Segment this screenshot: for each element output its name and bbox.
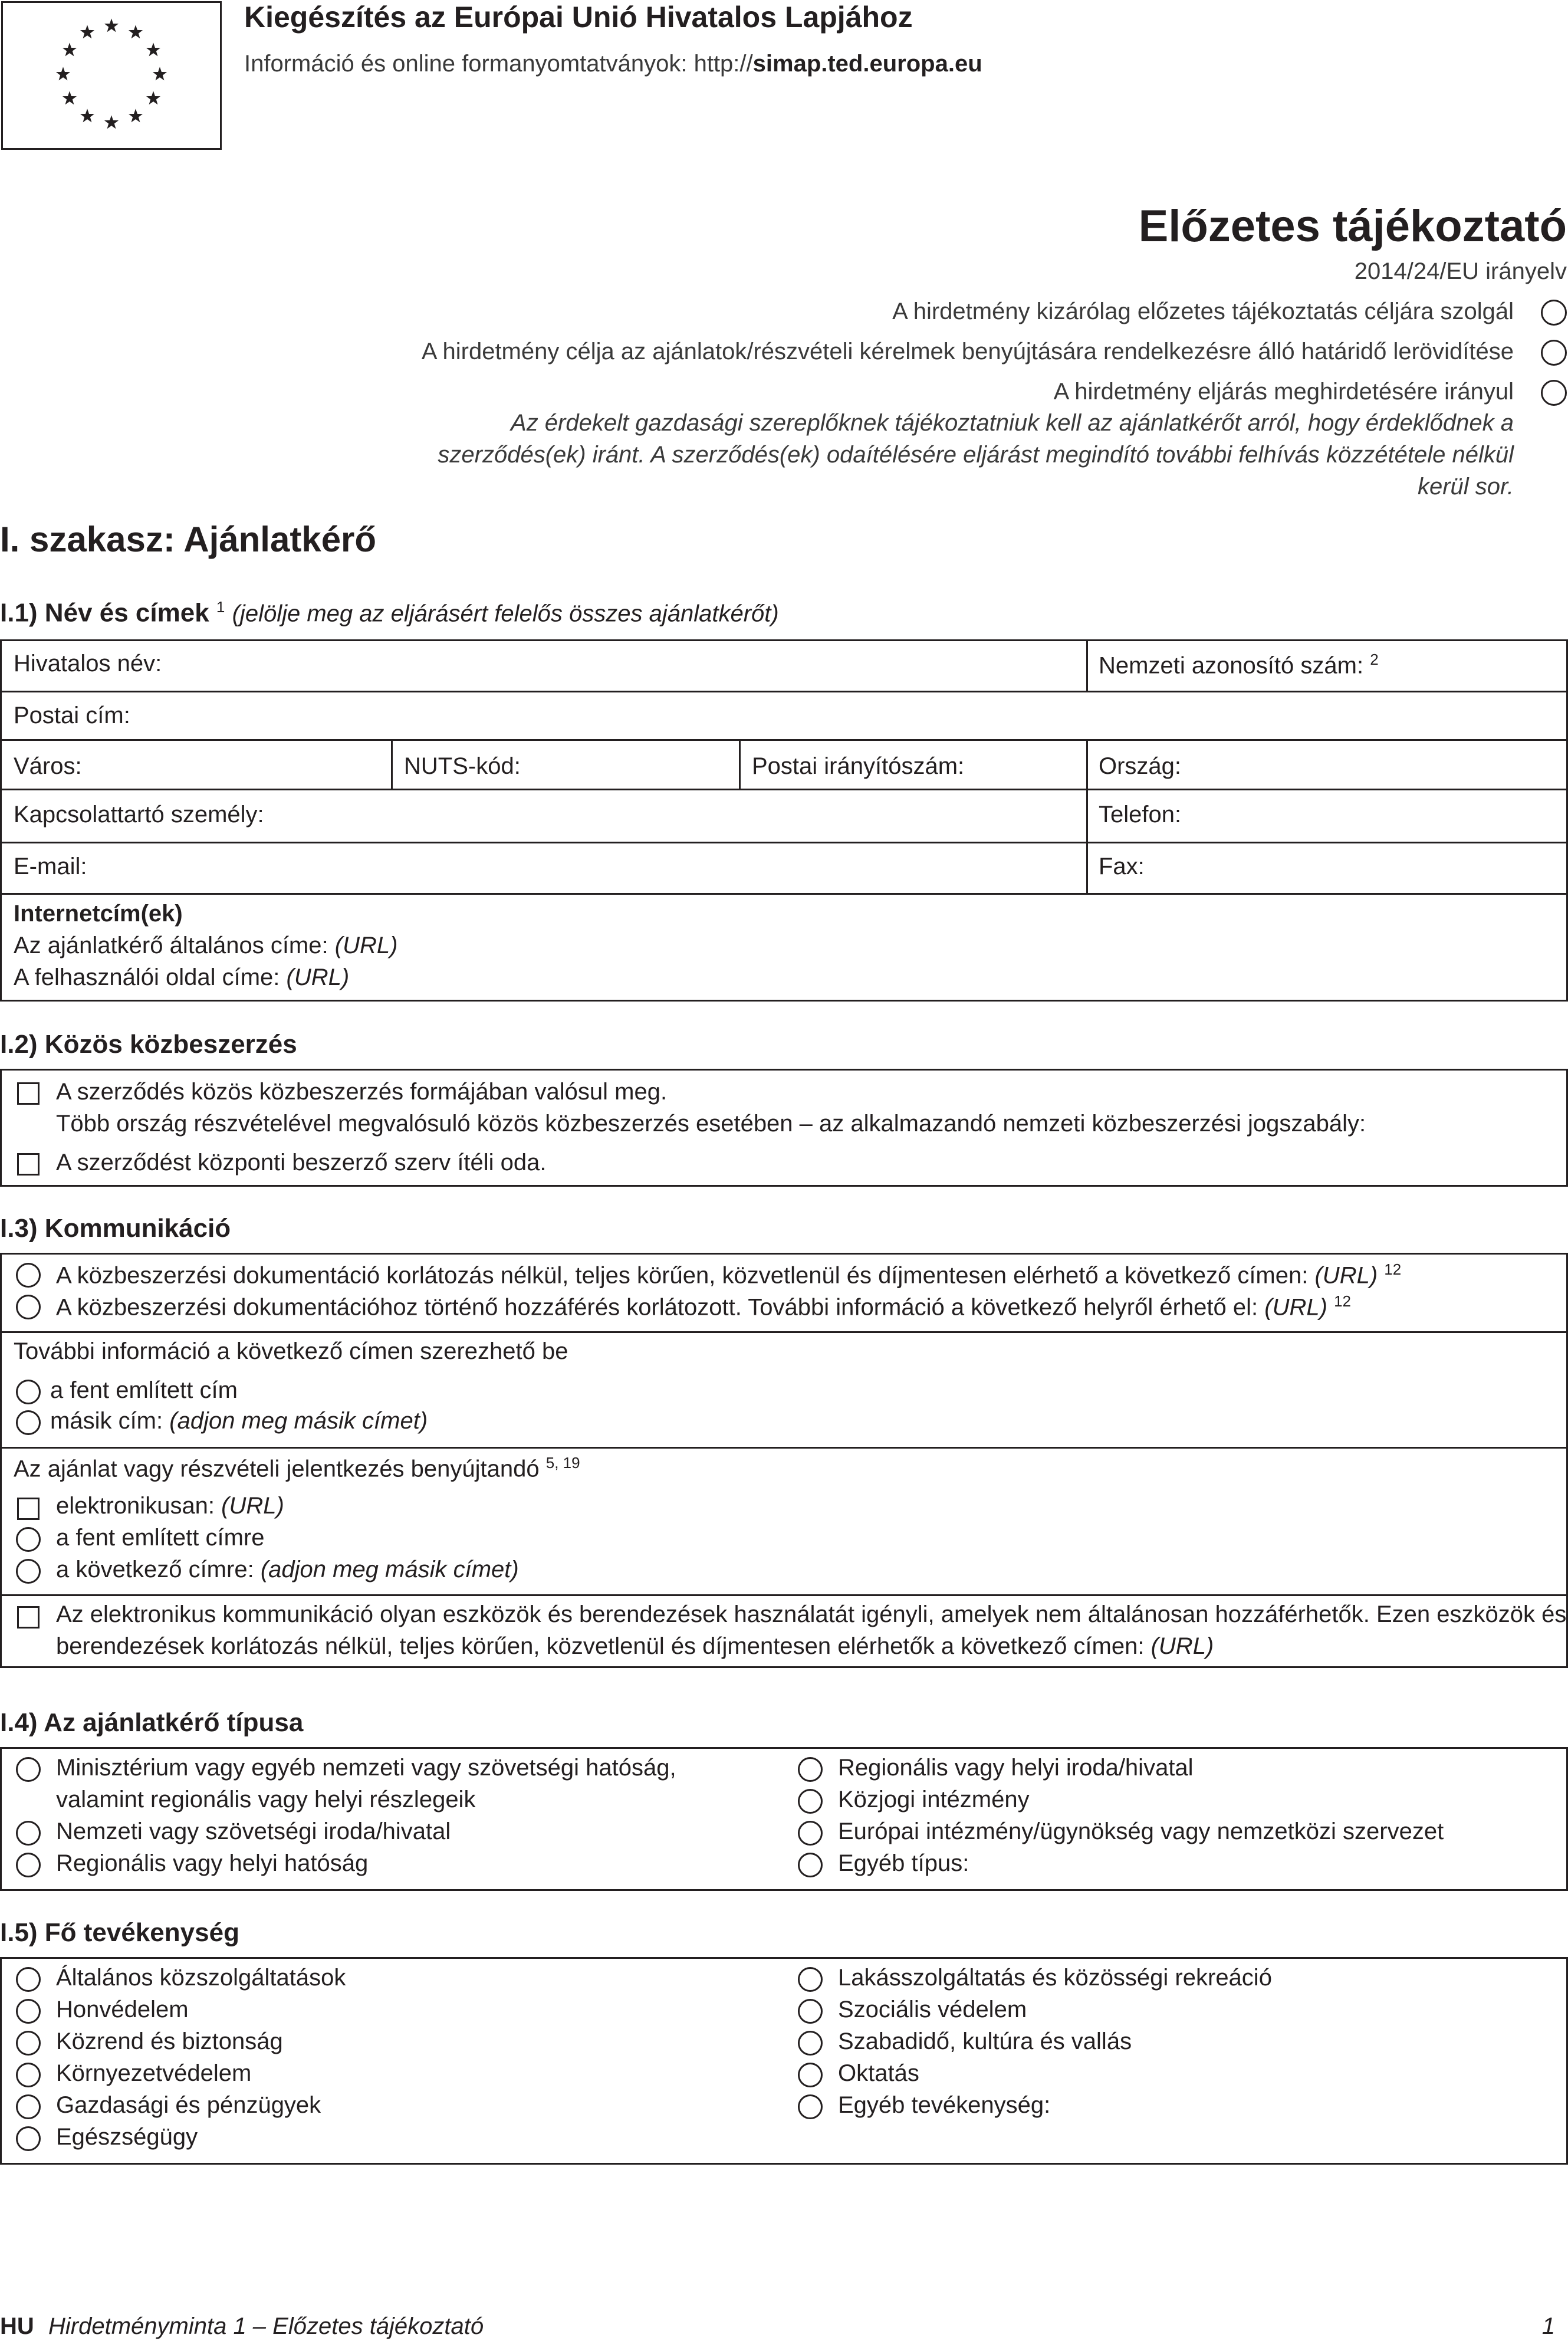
activity-economic-label: Gazdasági és pénzügyek: [56, 2092, 321, 2118]
activity-social-protection-radio[interactable]: [798, 1999, 823, 2024]
activity-other-radio[interactable]: [798, 2094, 823, 2119]
activity-recreation-radio[interactable]: [798, 2031, 823, 2056]
heading-authority-type: I.4) Az ajánlatkérő típusa: [0, 1708, 304, 1737]
eu-star-icon: [104, 18, 119, 32]
special-tools-label-line2: berendezések korlátozás nélkül, teljes körűen, közvetlenül és díjmentesen elérhetők a következő címen: (URL): [56, 1633, 1214, 1659]
names-addresses-form: [0, 639, 1568, 1002]
eu-stars-icon: [3, 3, 220, 148]
type-eu-institution-label: Európai intézmény/ügynökség vagy nemzetközi szervezet: [838, 1818, 1444, 1844]
activity-housing-radio[interactable]: [798, 1967, 823, 1992]
footer-page-number: 1: [1541, 2313, 1555, 2339]
option-shorten-deadline-radio[interactable]: [1541, 340, 1567, 366]
eu-star-icon: [56, 67, 70, 80]
type-regional-authority-label: Regionális vagy helyi hatóság: [56, 1850, 369, 1876]
submit-other-label: a következő címre: (adjon meg másik címet): [56, 1557, 519, 1582]
docs-unrestricted-radio[interactable]: [16, 1263, 41, 1288]
city-field[interactable]: Város:: [14, 753, 82, 779]
activity-education-radio[interactable]: [798, 2063, 823, 2087]
notice-title: Előzetes tájékoztató: [1138, 201, 1567, 251]
fax-field[interactable]: Fax:: [1099, 853, 1145, 879]
footer-form-name: Hirdetményminta 1 – Előzetes tájékoztató: [48, 2313, 484, 2339]
activity-education-label: Oktatás: [838, 2060, 919, 2086]
eu-star-icon: [63, 91, 77, 104]
email-field[interactable]: E-mail:: [14, 853, 87, 879]
type-public-law-body-radio[interactable]: [798, 1789, 823, 1814]
submit-electronic-checkbox[interactable]: [17, 1498, 40, 1520]
type-regional-authority-radio[interactable]: [16, 1853, 41, 1877]
type-national-agency-radio[interactable]: [16, 1821, 41, 1846]
eu-star-icon: [80, 109, 94, 122]
type-national-agency-label: Nemzeti vagy szövetségi iroda/hivatal: [56, 1818, 451, 1844]
submit-above-label: a fent említett címre: [56, 1525, 265, 1551]
joint-procurement-checkbox[interactable]: [17, 1082, 40, 1105]
type-ministry-label: Minisztérium vagy egyéb nemzeti vagy szövetségi hatóság,: [56, 1755, 676, 1781]
option-call-competition-label: A hirdetmény eljárás meghirdetésére irányul: [1053, 379, 1514, 405]
nuts-code-field[interactable]: NUTS-kód:: [404, 753, 521, 779]
activity-social-protection-label: Szociális védelem: [838, 1997, 1027, 2022]
option-shorten-deadline-label: A hirdetmény célja az ajánlatok/részvételi kérelmek benyújtására rendelkezésre álló határidő lerövidítése: [421, 339, 1514, 365]
section-title: I. szakasz: Ajánlatkérő: [0, 520, 377, 559]
further-info-other-label: másik cím: (adjon meg másik címet): [50, 1408, 428, 1434]
phone-field[interactable]: Telefon:: [1099, 802, 1182, 828]
submit-above-radio[interactable]: [16, 1527, 41, 1552]
postal-code-field[interactable]: Postai irányítószám:: [752, 753, 965, 779]
eu-star-icon: [153, 67, 167, 80]
docs-restricted-radio[interactable]: [16, 1295, 41, 1319]
submit-electronic-label: elektronikusan: (URL): [56, 1493, 284, 1519]
heading-joint-procurement: I.2) Közös közbeszerzés: [0, 1030, 297, 1059]
activity-environment-radio[interactable]: [16, 2063, 41, 2087]
type-ministry-label-cont: valamint regionális vagy helyi részlegeik: [56, 1787, 476, 1813]
eu-star-icon: [146, 91, 160, 104]
option-call-competition-radio[interactable]: [1541, 380, 1567, 406]
eu-star-icon: [146, 42, 160, 56]
joint-procurement-box: [0, 1069, 1568, 1187]
supplement-title: Kiegészítés az Európai Unió Hivatalos Lapjához: [244, 1, 913, 34]
activity-housing-label: Lakásszolgáltatás és közösségi rekreáció: [838, 1965, 1272, 1991]
postal-address-field[interactable]: Postai cím:: [14, 702, 130, 728]
option-pin-only-label: A hirdetmény kizárólag előzetes tájékoztatás céljára szolgál: [892, 298, 1514, 324]
activity-public-order-radio[interactable]: [16, 2031, 41, 2056]
central-purchasing-checkbox[interactable]: [17, 1153, 40, 1176]
general-address-field[interactable]: Az ajánlatkérő általános címe: (URL): [14, 933, 398, 958]
joint-procurement-label: A szerződés közös közbeszerzés formájában valósul meg.: [56, 1079, 668, 1105]
footer-language-code: HU: [0, 2313, 34, 2339]
activity-public-order-label: Közrend és biztonság: [56, 2028, 283, 2054]
option-pin-only-radio[interactable]: [1541, 300, 1567, 326]
supplement-subtitle: Információ és online formanyomtatványok: http://simap.ted.europa.eu: [244, 51, 982, 77]
special-tools-label-line1: Az elektronikus kommunikáció olyan eszközök és berendezések használatát igényli, amelyek nem általánosan hozzáférhetők. Ezen eszközök és: [56, 1601, 1567, 1627]
activity-economic-radio[interactable]: [16, 2094, 41, 2119]
eu-star-icon: [129, 25, 143, 38]
type-ministry-radio[interactable]: [16, 1757, 41, 1782]
activity-health-radio[interactable]: [16, 2126, 41, 2151]
special-tools-checkbox[interactable]: [17, 1606, 40, 1628]
official-name-field[interactable]: Hivatalos név:: [14, 651, 162, 677]
submission-label: Az ajánlat vagy részvételi jelentkezés benyújtandó $^{5, 19}$: [14, 1454, 580, 1482]
further-info-above-radio[interactable]: [16, 1380, 41, 1404]
type-other-radio[interactable]: [798, 1853, 823, 1877]
docs-restricted-label: A közbeszerzési dokumentációhoz történő hozzáférés korlátozott. További információ a következő helyről érhető el: (URL) $^{12}$: [56, 1292, 1351, 1321]
type-other-label: Egyéb típus:: [838, 1850, 969, 1876]
heading-communication: I.3) Kommunikáció: [0, 1214, 231, 1243]
simap-link[interactable]: simap.ted.europa.eu: [752, 51, 982, 77]
internet-addresses-label: Internetcím(ek): [14, 901, 183, 927]
activity-recreation-label: Szabadidő, kultúra és vallás: [838, 2028, 1132, 2054]
contact-person-field[interactable]: Kapcsolattartó személy:: [14, 802, 264, 828]
directive-label: 2014/24/EU irányelv: [1354, 258, 1567, 284]
buyer-profile-field[interactable]: A felhasználói oldal címe: (URL): [14, 964, 350, 990]
multi-country-label: Több ország részvételével megvalósuló közös közbeszerzés esetében – az alkalmazandó nemzeti közbeszerzési jogszabály:: [56, 1111, 1366, 1137]
heading-names-addresses: I.1) Név és címek $^1$ (jelölje meg az eljárásért felelős összes ajánlatkérőt): [0, 598, 779, 628]
further-info-other-radio[interactable]: [16, 1410, 41, 1435]
national-id-field[interactable]: Nemzeti azonosító szám: $^2$: [1099, 651, 1379, 679]
authority-type-box: [0, 1747, 1568, 1891]
eu-star-icon: [80, 25, 94, 38]
activity-defence-radio[interactable]: [16, 1999, 41, 2024]
call-competition-note: Az érdekelt gazdasági szereplőknek tájékoztatniuk kell az ajánlatkérőt arról, hogy érdeklődnek a szerződés(ek) iránt. A szerződés(ek) odaítélésére eljárást megindító további felhívás közzététele nélkül kerül sor.: [438, 410, 1514, 500]
activity-health-label: Egészségügy: [56, 2124, 198, 2150]
type-eu-institution-radio[interactable]: [798, 1821, 823, 1846]
eu-flag-logo: [1, 1, 222, 150]
activity-environment-label: Környezetvédelem: [56, 2060, 252, 2086]
heading-main-activity: I.5) Fő tevékenység: [0, 1918, 239, 1947]
submit-other-radio[interactable]: [16, 1559, 41, 1584]
type-public-law-body-label: Közjogi intézmény: [838, 1787, 1030, 1813]
type-regional-agency-radio[interactable]: [798, 1757, 823, 1782]
eu-star-icon: [63, 42, 77, 56]
main-activity-box: [0, 1957, 1568, 2165]
communication-box: [0, 1253, 1568, 1668]
further-info-label: További információ a következő címen szerezhető be: [14, 1338, 568, 1364]
activity-general-services-radio[interactable]: [16, 1967, 41, 1992]
docs-unrestricted-label: A közbeszerzési dokumentáció korlátozás nélkül, teljes körűen, közvetlenül és díjmentesen elérhető a következő címen: (URL) $^{12}$: [56, 1260, 1402, 1289]
eu-star-icon: [129, 109, 143, 122]
central-purchasing-label: A szerződést központi beszerző szerv ítéli oda.: [56, 1150, 547, 1176]
type-regional-agency-label: Regionális vagy helyi iroda/hivatal: [838, 1755, 1194, 1781]
further-info-above-label: a fent említett cím: [50, 1377, 238, 1403]
activity-defence-label: Honvédelem: [56, 1997, 189, 2022]
activity-general-services-label: Általános közszolgáltatások: [56, 1965, 346, 1991]
country-field[interactable]: Ország:: [1099, 753, 1182, 779]
activity-other-label: Egyéb tevékenység:: [838, 2092, 1051, 2118]
eu-star-icon: [104, 115, 119, 129]
